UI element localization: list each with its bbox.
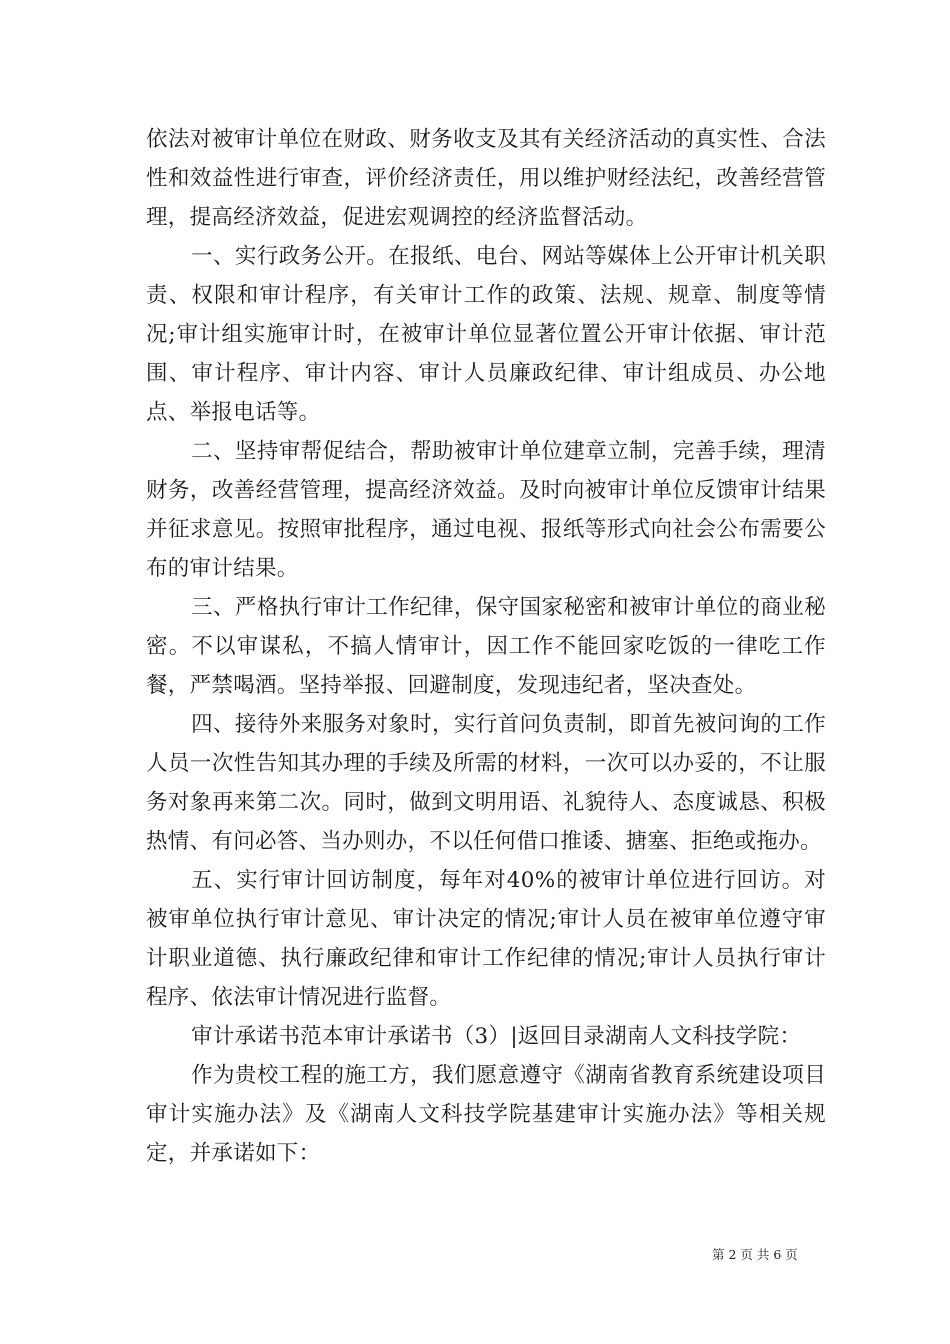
paragraph-item-5: 五、实行审计回访制度，每年对40%的被审计单位进行回访。对被审单位执行审计意见、审计决定的情况;审计人员在被审单位遵守审计职业道德、执行廉政纪律和审计工作纪律的情况;审计人员执行审计程序、依法审计情况进行监督。: [146, 868, 826, 1010]
paragraph-heading-section-3: 审计承诺书范本审计承诺书（3）|返回目录湖南人文科技学院：: [191, 1024, 802, 1049]
paragraph-commitment-intro: 作为贵校工程的施工方，我们愿意遵守《湖南省教育系统建设项目审计实施办法》及《湖南人文科技学院基建审计实施办法》等相关规定，并承诺如下：: [146, 1063, 826, 1166]
paragraph-item-1: 一、实行政务公开。在报纸、电台、网站等媒体上公开审计机关职责、权限和审计程序，有关审计工作的政策、法规、规章、制度等情况;审计组实施审计时，在被审计单位显著位置公开审计依据、审计范围、审计程序、审计内容、审计人员廉政纪律、审计组成员、办公地点、举报电话等。: [146, 244, 826, 425]
paragraph-item-4: 四、接待外来服务对象时，实行首问负责制，即首先被问询的工作人员一次性告知其办理的手续及所需的材料，一次可以办妥的，不让服务对象再来第二次。同时，做到文明用语、礼貌待人、态度诚恳、积极热情、有问必答、当办则办，不以任何借口推诿、搪塞、拒绝或拖办。: [146, 712, 826, 854]
page-number-footer: 第 2 页 共 6 页: [712, 1247, 798, 1262]
document-body: [146, 120, 826, 1173]
paragraph-item-2: 二、坚持审帮促结合，帮助被审计单位建章立制，完善手续，理清财务，改善经营管理，提高经济效益。及时向被审计单位反馈审计结果并征求意见。按照审批程序，通过电视、报纸等形式向社会公布需要公布的审计结果。: [146, 439, 826, 581]
paragraph-intro: 依法对被审计单位在财政、财务收支及其有关经济活动的真实性、合法性和效益性进行审查，评价经济责任，用以维护财经法纪，改善经营管理，提高经济效益，促进宏观调控的经济监督活动。: [146, 127, 826, 230]
paragraph-item-3: 三、严格执行审计工作纪律，保守国家秘密和被审计单位的商业秘密。不以审谋私，不搞人情审计，因工作不能回家吃饭的一律吃工作餐，严禁喝酒。坚持举报、回避制度，发现违纪者，坚决查处。: [146, 595, 826, 698]
